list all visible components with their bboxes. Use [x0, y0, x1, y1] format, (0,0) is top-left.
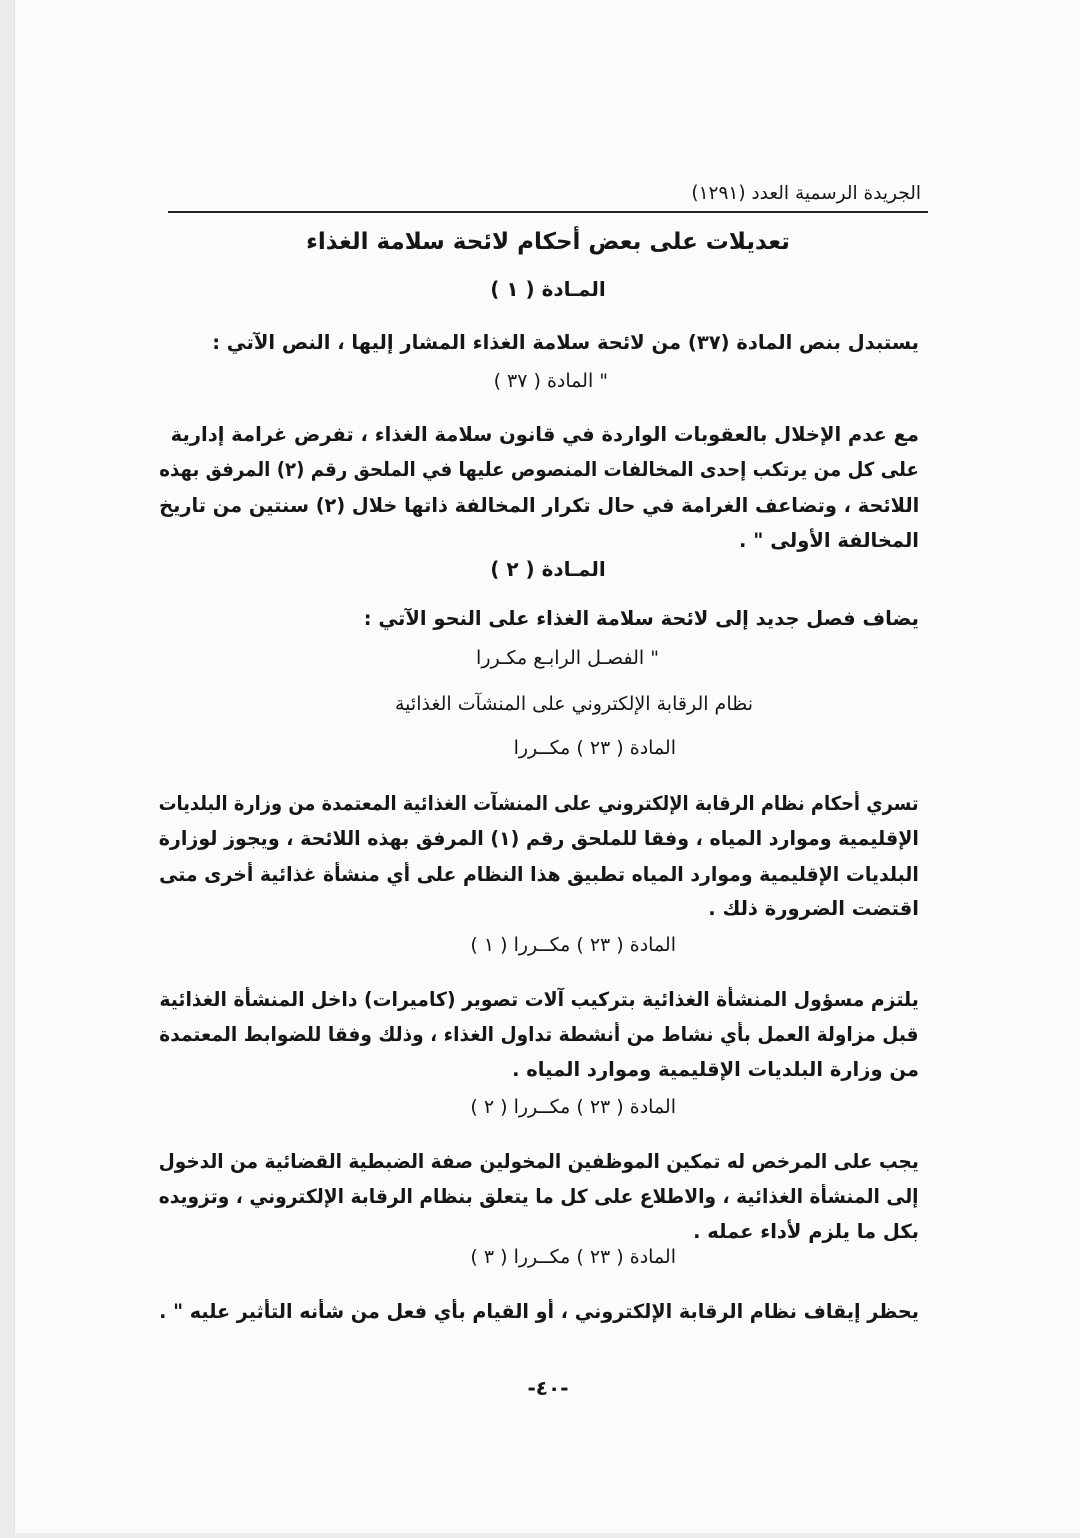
section-23-2-line-1: يجب على المرخص له تمكين الموظفين المخولين صفة الضبطية القضائية من الدخول: [158, 1150, 919, 1173]
section-23-1-line-1: يلتزم مسؤول المنشأة الغذائية بتركيب آلات تصوير (كاميرات) داخل المنشأة الغذائية: [159, 988, 919, 1011]
gazette-header: الجريدة الرسمية العدد (١٢٩١): [691, 183, 921, 204]
document-title: تعديلات على بعض أحكام لائحة سلامة الغذاء: [306, 229, 790, 255]
article-1-line-4: المخالفة الأولى " .: [739, 529, 919, 552]
article-37-heading: " المادة ( ٣٧ ): [493, 370, 608, 392]
section-23-line-3: البلديات الإقليمية وموارد المياه تطبيق هذا النظام على أي منشأة غذائية أخرى متى: [159, 863, 919, 886]
section-23-line-2: الإقليمية وموارد المياه ، وفقا للملحق رقم (١) المرفق بهذه اللائحة ، ويجوز لوزارة: [158, 827, 919, 850]
section-23-1-heading: المادة ( ٢٣ ) مكــررا ( ١ ): [470, 934, 676, 956]
section-23-3-line-1: يحظر إيقاف نظام الرقابة الإلكتروني ، أو القيام بأي فعل من شأنه التأثير عليه " .: [159, 1300, 919, 1323]
chapter-heading: " الفصـل الرابـع مكـررا: [476, 647, 659, 669]
section-23-1-line-3: من وزارة البلديات الإقليمية وموارد المياه .: [512, 1058, 919, 1081]
article-1-intro: يستبدل بنص المادة (٣٧) من لائحة سلامة الغذاء المشار إليها ، النص الآتي :: [212, 331, 919, 354]
document-page: [14, 0, 1080, 1533]
page-content: [15, 0, 1080, 1533]
article-2-heading: المـادة ( ٢ ): [490, 557, 606, 581]
section-23-3-heading: المادة ( ٢٣ ) مكــررا ( ٣ ): [470, 1246, 676, 1268]
section-23-2-line-3: بكل ما يلزم لأداء عمله .: [693, 1220, 919, 1243]
section-23-line-4: اقتضت الضرورة ذلك .: [708, 897, 919, 920]
section-23-line-1: تسري أحكام نظام الرقابة الإلكتروني على المنشآت الغذائية المعتمدة من وزارة البلديات: [159, 792, 919, 815]
section-23-heading: المادة ( ٢٣ ) مكــررا: [513, 737, 676, 759]
article-1-heading: المـادة ( ١ ): [490, 277, 606, 301]
article-1-line-3: اللائحة ، وتضاعف الغرامة في حال تكرار المخالفة ذاتها خلال (٢) سنتين من تاريخ: [158, 494, 919, 517]
section-23-2-line-2: إلى المنشأة الغذائية ، والاطلاع على كل ما يتعلق بنظام الرقابة الإلكتروني ، وتزويده: [159, 1185, 919, 1208]
header-rule: [168, 211, 928, 213]
article-1-line-2: على كل من يرتكب إحدى المخالفات المنصوص عليها في الملحق رقم (٢) المرفق بهذه: [159, 458, 919, 481]
article-2-intro: يضاف فصل جديد إلى لائحة سلامة الغذاء على النحو الآتي :: [363, 607, 919, 630]
section-23-1-line-2: قبل مزاولة العمل بأي نشاط من أنشطة تداول الغذاء ، وذلك وفقا للضوابط المعتمدة: [159, 1023, 919, 1046]
page-number: -٤٠-: [527, 1376, 569, 1400]
chapter-title: نظام الرقابة الإلكتروني على المنشآت الغذائية: [394, 693, 753, 715]
article-1-line-1: مع عدم الإخلال بالعقوبات الواردة في قانون سلامة الغذاء ، تفرض غرامة إدارية: [170, 423, 919, 446]
section-23-2-heading: المادة ( ٢٣ ) مكــررا ( ٢ ): [470, 1096, 676, 1118]
